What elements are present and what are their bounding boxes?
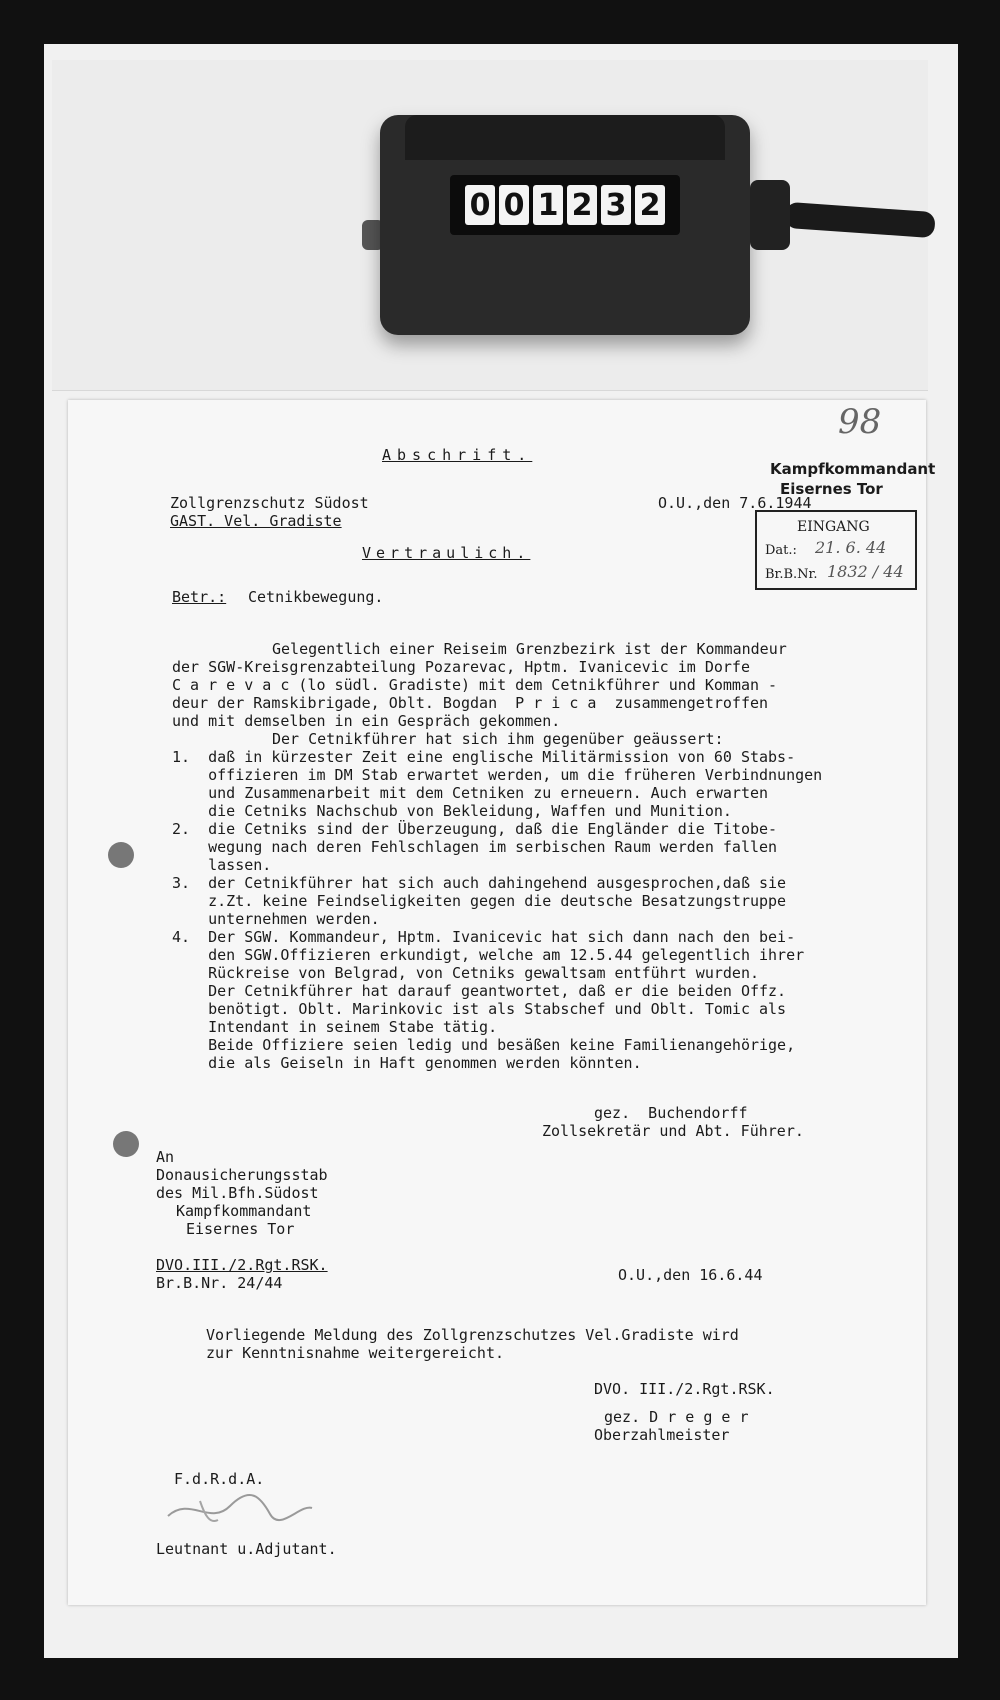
- stamp-eingang: EINGANG: [797, 519, 870, 535]
- signature2-line3: Oberzahlmeister: [594, 1426, 730, 1444]
- folio-number: 98: [838, 402, 882, 442]
- subject-text: Cetnikbewegung.: [248, 588, 384, 606]
- stamp-unit-line2: Eisernes Tor: [780, 480, 883, 498]
- forward-line1: Vorliegende Meldung des Zollgrenzschutzes Vel.Gradiste wird: [206, 1326, 739, 1344]
- recipient-line: Kampfkommandant: [176, 1202, 312, 1220]
- list-item-line: 1. daß in kürzester Zeit eine englische Militärmission von 60 Stabs-: [172, 748, 796, 766]
- body-line: Der Cetnikführer hat sich ihm gegenüber geäussert:: [272, 730, 724, 748]
- forward-date: O.U.,den 16.6.44: [618, 1266, 763, 1284]
- body-line: und mit demselben in ein Gespräch gekommen.: [172, 712, 561, 730]
- list-item-line: Der Cetnikführer hat darauf geantwortet, daß er die beiden Offz.: [172, 982, 787, 1000]
- list-item-line: Rückreise von Belgrad, von Cetniks gewaltsam entführt wurden.: [172, 964, 759, 982]
- recipient-line: Donausicherungsstab: [156, 1166, 328, 1184]
- counter-window: [450, 175, 680, 235]
- list-item-line: 3. der Cetnikführer hat sich auch dahingehend ausgesprochen,daß sie: [172, 874, 787, 892]
- signature1-line1: gez. Buchendorff: [594, 1104, 748, 1122]
- handwritten-signature: [160, 1486, 320, 1536]
- punch-hole: [113, 1131, 139, 1157]
- counter-body: [380, 115, 750, 335]
- counter-digit: 0: [465, 185, 495, 225]
- recipient-line: Eisernes Tor: [186, 1220, 295, 1238]
- list-item-line: unternehmen werden.: [172, 910, 380, 928]
- punch-hole: [108, 842, 134, 868]
- stamp-date-value: 21. 6. 44: [815, 538, 887, 557]
- signature2-line1: DVO. III./2.Rgt.RSK.: [594, 1380, 775, 1398]
- letter-date: O.U.,den 7.6.1944: [658, 494, 812, 512]
- counter-digit: 0: [499, 185, 529, 225]
- body-line: Gelegentlich einer Reiseim Grenzbezirk ist der Kommandeur: [272, 640, 787, 658]
- stamp-date-label: Dat.:: [765, 543, 797, 558]
- signature2-line2: gez. D r e g e r: [604, 1408, 749, 1426]
- list-item-line: z.Zt. keine Feindseligkeiten gegen die deutsche Besatzungstruppe: [172, 892, 787, 910]
- list-item-line: Intendant in seinem Stabe tätig.: [172, 1018, 498, 1036]
- list-item-line: offizieren im DM Stab erwartet werden, um die früheren Verbindnungen: [172, 766, 823, 784]
- reference-line2: Br.B.Nr. 24/44: [156, 1274, 283, 1292]
- counter-digit: 3: [601, 185, 631, 225]
- body-line: der SGW-Kreisgrenzabteilung Pozarevac, Hptm. Ivanicevic im Dorfe: [172, 658, 750, 676]
- list-item-line: und Zusammenarbeit mit dem Cetniken zu erneuern. Auch erwarten: [172, 784, 769, 802]
- counter-digit: 1: [533, 185, 563, 225]
- list-item-line: Beide Offiziere seien ledig und besäßen keine Familienangehörige,: [172, 1036, 796, 1054]
- list-item-line: 2. die Cetniks sind der Überzeugung, daß die Engländer die Titobe-: [172, 820, 778, 838]
- list-item-line: lassen.: [172, 856, 272, 874]
- counter-top: [405, 115, 725, 160]
- fdrda-line: F.d.R.d.A.: [174, 1470, 265, 1488]
- reference-line1: DVO.III./2.Rgt.RSK.: [156, 1256, 328, 1274]
- body-line: deur der Ramskibrigade, Oblt. Bogdan P r i c a zusammengetroffen: [172, 694, 769, 712]
- counter-knob: [750, 180, 790, 250]
- forward-line2: zur Kenntnisnahme weitergereicht.: [206, 1344, 505, 1362]
- confidential-heading: Vertraulich.: [362, 544, 531, 562]
- recipient-line: An: [156, 1148, 175, 1166]
- stamp-brbnr-value: 1832 / 44: [827, 562, 904, 581]
- recipient-line: des Mil.Bfh.Südost: [156, 1184, 319, 1202]
- list-item-line: 4. Der SGW. Kommandeur, Hptm. Ivanicevic hat sich dann nach den bei-: [172, 928, 796, 946]
- signature1-line2: Zollsekretär und Abt. Führer.: [542, 1122, 804, 1140]
- list-item-line: den SGW.Offizieren erkundigt, welche am 12.5.44 gelegentlich ihrer: [172, 946, 805, 964]
- subject-label: Betr.:: [172, 588, 227, 606]
- adjutant-line: Leutnant u.Adjutant.: [156, 1540, 337, 1558]
- sender-line2: GAST. Vel. Gradiste: [170, 512, 342, 530]
- list-item-line: die als Geiseln in Haft genommen werden könnten.: [172, 1054, 642, 1072]
- stamp-unit-line1: Kampfkommandant: [770, 460, 936, 478]
- frame-counter-device: [380, 115, 800, 335]
- list-item-line: benötigt. Oblt. Marinkovic ist als Stabschef und Oblt. Tomic als: [172, 1000, 787, 1018]
- counter-digit: 2: [635, 185, 665, 225]
- receipt-stamp: [755, 510, 917, 590]
- body-line: C a r e v a c (lo südl. Gradiste) mit dem Cetnikführer und Komman -: [172, 676, 778, 694]
- document-heading: Abschrift.: [382, 446, 533, 464]
- list-item-line: die Cetniks Nachschub von Bekleidung, Waffen und Munition.: [172, 802, 732, 820]
- list-item-line: wegung nach deren Fehlschlagen im serbischen Raum werden fallen: [172, 838, 778, 856]
- counter-digit: 2: [567, 185, 597, 225]
- stamp-brbnr-label: Br.B.Nr.: [765, 567, 818, 582]
- sender-line1: Zollgrenzschutz Südost: [170, 494, 369, 512]
